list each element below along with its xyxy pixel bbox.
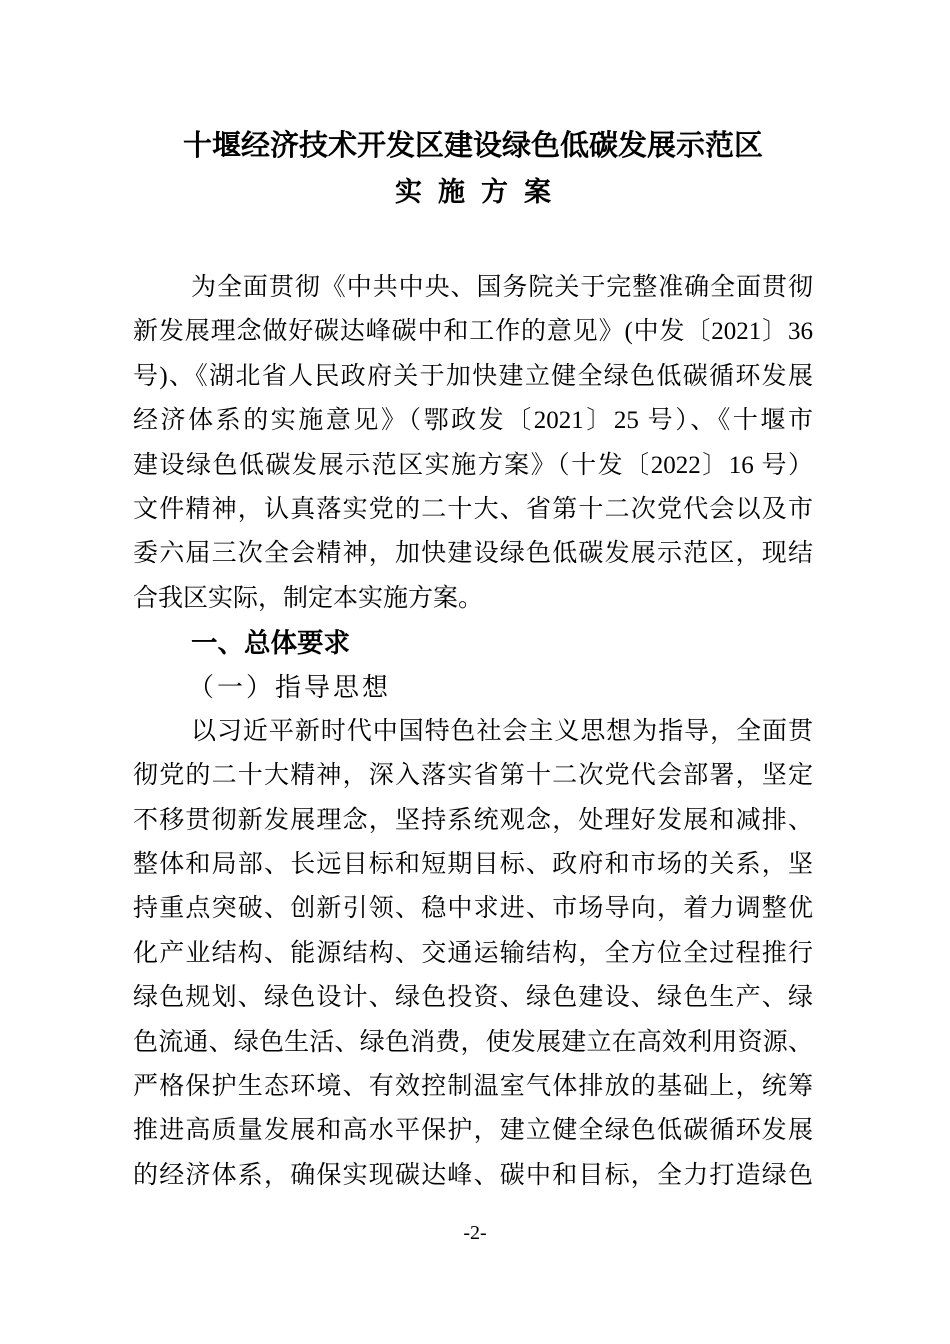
document-title-line2: 实施方案 <box>395 177 567 207</box>
paragraph1-line: 文件精神，认真落实党的二十大、省第十二次党代会以及市 <box>133 495 813 523</box>
paragraph2-line: 以习近平新时代中国特色社会主义思想为指导，全面贯 <box>191 717 813 745</box>
paragraph2-line: 持重点突破、创新引领、稳中求进、市场导向，着力调整优 <box>133 895 813 923</box>
paragraph1-line: 经济体系的实施意见》（鄂政发〔2021〕25 号）、《十堰市 <box>133 407 813 435</box>
paragraph1-line: 号)、《湖北省人民政府关于加快建立健全绿色低碳循环发展 <box>133 362 813 390</box>
paragraph1-line: 新发展理念做好碳达峰碳中和工作的意见》(中发〔2021〕36 <box>133 318 813 346</box>
paragraph2-line: 的经济体系，确保实现碳达峰、碳中和目标，全力打造绿色 <box>133 1161 813 1189</box>
paragraph2-line: 彻党的二十大精神，深入落实省第十二次党代会部署，坚定 <box>133 762 813 790</box>
paragraph1-line: 委六届三次全会精神，加快建设绿色低碳发展示范区，现结 <box>133 540 813 568</box>
document-body <box>133 266 813 1198</box>
page-number: -2- <box>463 1222 487 1244</box>
paragraph2-line: 不移贯彻新发展理念，坚持系统观念，处理好发展和减排、 <box>133 806 813 834</box>
paragraph2-line: 色流通、绿色生活、绿色消费，使发展建立在高效利用资源、 <box>133 1028 813 1056</box>
paragraph2-line: 绿色规划、绿色设计、绿色投资、绿色建设、绿色生产、绿 <box>133 984 813 1012</box>
paragraph2-line: 整体和局部、长远目标和短期目标、政府和市场的关系，坚 <box>133 851 813 879</box>
document-title-line1: 十堰经济技术开发区建设绿色低碳发展示范区 <box>182 130 763 162</box>
paragraph1-line: 合我区实际，制定本实施方案。 <box>133 584 484 612</box>
paragraph1-line: 为全面贯彻《中共中央、国务院关于完整准确全面贯彻 <box>191 274 813 301</box>
paragraph2-line: 推进高质量发展和高水平保护，建立健全绿色低碳循环发展 <box>133 1117 813 1145</box>
paragraph2-line: 严格保护生态环境、有效控制温室气体排放的基础上，统筹 <box>133 1073 813 1101</box>
subsection-heading: （一）指导思想 <box>188 672 392 702</box>
paragraph1-line: 建设绿色低碳发展示范区实施方案》（十发〔2022〕16 号） <box>133 451 813 479</box>
section-heading: 一、总体要求 <box>191 628 350 659</box>
paragraph2-line: 化产业结构、能源结构、交通运输结构，全方位全过程推行 <box>133 939 813 967</box>
